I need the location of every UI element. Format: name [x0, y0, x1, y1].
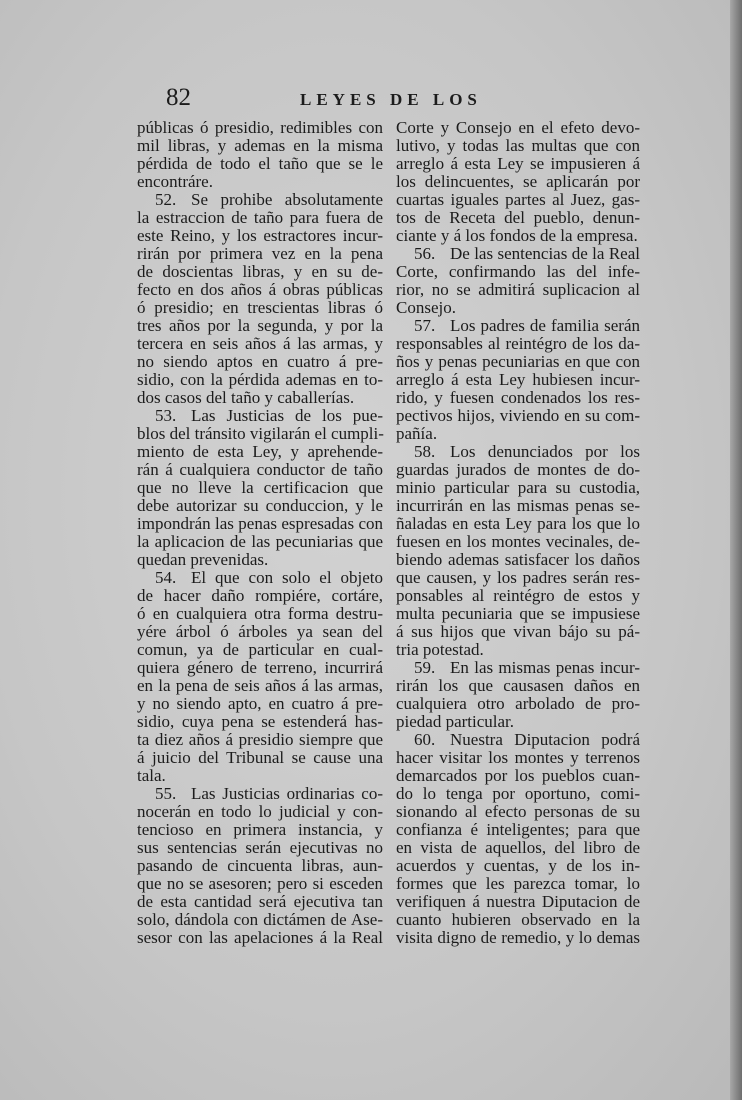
paragraph [396, 659, 640, 731]
text-line: ó presidio; en trescientas libras ó [137, 298, 383, 317]
paragraph [396, 731, 640, 947]
line-text: En las mismas penas incur- [450, 658, 640, 677]
text-line: hacer visitar los montes y terrenos [396, 748, 640, 767]
text-line: Consejo. [396, 298, 456, 317]
text-line: nocerán en todo lo judicial y con- [137, 802, 383, 821]
text-line: en la pena de seis años á las armas, [137, 676, 383, 695]
line-text: Los padres de familia serán [450, 316, 640, 335]
text-line: la aplicacion de las pecuniarias que [137, 532, 383, 551]
paragraph [396, 317, 640, 443]
text-line: sidio, con la pérdida ademas en to- [137, 370, 383, 389]
text-line: pérdida de todo el taño que se le [137, 154, 383, 173]
text-line: ta diez años á presidio siempre que [137, 730, 383, 749]
text-line: Corte, confirmando las del infe- [396, 262, 640, 281]
text-line: de hacer daño rompiére, cortáre, [137, 586, 383, 605]
article-number: 56. [414, 244, 436, 263]
text-line: tria potestad. [396, 640, 484, 659]
line-text: Se prohibe absolutamente [191, 190, 383, 209]
article-number: 60. [414, 730, 436, 749]
text-line [396, 443, 640, 461]
text-line: cuartas iguales partes al Juez, gas- [396, 190, 640, 209]
text-line: que no se asesoren; pero si esceden [137, 874, 383, 893]
text-line: impondrán las penas espresadas con [137, 514, 383, 533]
paragraph [137, 785, 383, 947]
text-line: yére árbol ó árboles ya sean del [137, 622, 383, 641]
article-number: 57. [414, 316, 436, 335]
text-line: sus sentencias serán ejecutivas no [137, 838, 383, 857]
article-number: 54. [155, 568, 177, 587]
paragraph [396, 443, 640, 659]
article-number: 53. [155, 406, 177, 425]
line-text: Las Justicias ordinarias co- [191, 784, 383, 803]
text-line: tala. [137, 766, 166, 785]
text-line: los delincuentes, se aplicarán por [396, 172, 640, 191]
text-line [137, 785, 383, 803]
text-line: acuerdos y cuentas, y de los in- [396, 856, 640, 875]
text-line: demarcados por los pueblos cuan- [396, 766, 640, 785]
text-line: dos casos del taño y caballerías. [137, 388, 355, 407]
text-line: tres años por la segunda, y por la [137, 316, 383, 335]
text-line: rido, y fuesen condenados los res- [396, 388, 640, 407]
right-column [396, 119, 640, 947]
text-line: rior, no se admitirá suplicacion al [396, 280, 640, 299]
text-line: este Reino, y los estractores incur- [137, 226, 383, 245]
text-line: públicas ó presidio, redimibles con [137, 118, 383, 137]
text-line: blos del tránsito vigilarán el cumpli- [137, 424, 384, 443]
text-line: ñaladas en esta Ley para los que lo [396, 514, 640, 533]
text-line: piedad particular. [396, 712, 515, 731]
text-line: pectivos hijos, viviendo en su com- [396, 406, 640, 425]
text-line: arreglo á esta Ley se impusieren á [396, 154, 640, 173]
text-line: rirán por primera vez en la pena [137, 244, 383, 263]
text-line: sesor con las apelaciones á la Real [137, 928, 383, 947]
text-line: solo, dándola con dictámen de Ase- [137, 910, 383, 929]
text-line: confianza é inteligentes; para que [396, 820, 640, 839]
text-line: minio particular para su custodia, [396, 478, 640, 497]
text-line: á sus hijos que vivan bájo su pá- [396, 622, 640, 641]
text-line: sionando al efecto personas de su [396, 802, 640, 821]
text-line: cualquiera otro arbolado de pro- [396, 694, 640, 713]
text-line: debe autorizar su conduccion, y le [137, 496, 383, 515]
line-text: El que con solo el objeto [191, 568, 383, 587]
text-line [137, 407, 383, 425]
text-line: biendo ademas satisfacer los daños [396, 550, 640, 569]
text-line: pañía. [396, 424, 438, 443]
text-line: tercera en seis años á las armas, y [137, 334, 383, 353]
paragraph [396, 245, 640, 317]
text-line: tencioso en primera instancia, y [137, 820, 383, 839]
text-line: pasando de cincuenta libras, aun- [137, 856, 383, 875]
text-line: tos de Receta del pueblo, denun- [396, 208, 640, 227]
article-number: 59. [414, 658, 436, 677]
text-line: sidio, cuya pena se estenderá has- [137, 712, 383, 731]
text-line [137, 569, 383, 587]
page-number: 82 [166, 84, 191, 111]
text-line: responsables al reintégro de los da- [396, 334, 640, 353]
text-line: á juicio del Tribunal se cause una [137, 748, 383, 767]
text-line: verifiquen á nuestra Diputacion de [396, 892, 640, 911]
line-text: Nuestra Diputacion podrá [450, 730, 640, 749]
text-line: rirán los que causasen daños en [396, 676, 640, 695]
text-line: de doscientas libras, y en su de- [137, 262, 383, 281]
text-line: mil libras, y ademas en la misma [137, 136, 383, 155]
text-line: quedan prevenidas. [137, 550, 269, 569]
line-text: Las Justicias de los pue- [191, 406, 383, 425]
text-line [396, 659, 640, 677]
line-text: De las sentencias de la Real [450, 244, 640, 263]
text-line: fecto en dos años á obras públicas [137, 280, 383, 299]
text-line: visita digno de remedio, y lo demas [396, 928, 640, 947]
text-line: ños y penas pecuniarias en que con [396, 352, 640, 371]
left-column [137, 119, 383, 947]
text-line [396, 317, 640, 335]
line-text: Los denunciados por los [450, 442, 640, 461]
article-number: 58. [414, 442, 436, 461]
text-line: arreglo á esta Ley hubiesen incur- [396, 370, 640, 389]
text-line: fuesen en los montes vecinales, de- [396, 532, 640, 551]
text-line: la estraccion de taño para fuera de [137, 208, 383, 227]
text-line: ó en cualquiera otra forma destru- [137, 604, 383, 623]
running-title: LEYES DE LOS [300, 90, 482, 109]
text-line [396, 245, 640, 263]
text-line: y no siendo apto, en cuatro á pre- [137, 694, 383, 713]
article-number: 55. [155, 784, 177, 803]
paragraph [137, 569, 383, 785]
paragraph [137, 191, 383, 407]
article-number: 52. [155, 190, 177, 209]
text-line: rán á cualquiera conductor de taño [137, 460, 383, 479]
text-line: guardas jurados de montes de do- [396, 460, 640, 479]
page-edge-shadow [730, 0, 742, 1100]
text-line: comun, ya de particular en cual- [137, 640, 383, 659]
text-line: de esta cantidad será ejecutiva tan [137, 892, 383, 911]
text-line: Corte y Consejo en el efeto devo- [396, 118, 640, 137]
text-line: que no lleve la certificacion que [137, 478, 383, 497]
text-line [137, 191, 383, 209]
text-line: cuanto hubieren observado en la [396, 910, 640, 929]
text-line: miento de esta Ley, y aprehende- [137, 442, 383, 461]
text-line: lutivo, y todas las multas que con [396, 136, 640, 155]
text-line [396, 731, 640, 749]
text-line: multa pecuniaria que se impusiese [396, 604, 640, 623]
paragraph [396, 119, 640, 245]
paragraph [137, 407, 383, 569]
text-line: encontráre. [137, 172, 213, 191]
text-line: que causen, y los padres serán res- [396, 568, 640, 587]
text-line: quiera género de terreno, incurrirá [137, 658, 383, 677]
text-line: en vista de aquellos, del libro de [396, 838, 640, 857]
text-line: ciante y á los fondos de la empresa. [396, 226, 638, 245]
text-line: ponsables al reintégro de estos y [396, 586, 640, 605]
paragraph [137, 119, 383, 191]
text-line: do lo tenga por oportuno, comi- [396, 784, 640, 803]
text-line: formes que les parezca tomar, lo [396, 874, 640, 893]
text-line: incurrirán en las mismas penas se- [396, 496, 640, 515]
text-line: no siendo aptos en cuatro á pre- [137, 352, 383, 371]
